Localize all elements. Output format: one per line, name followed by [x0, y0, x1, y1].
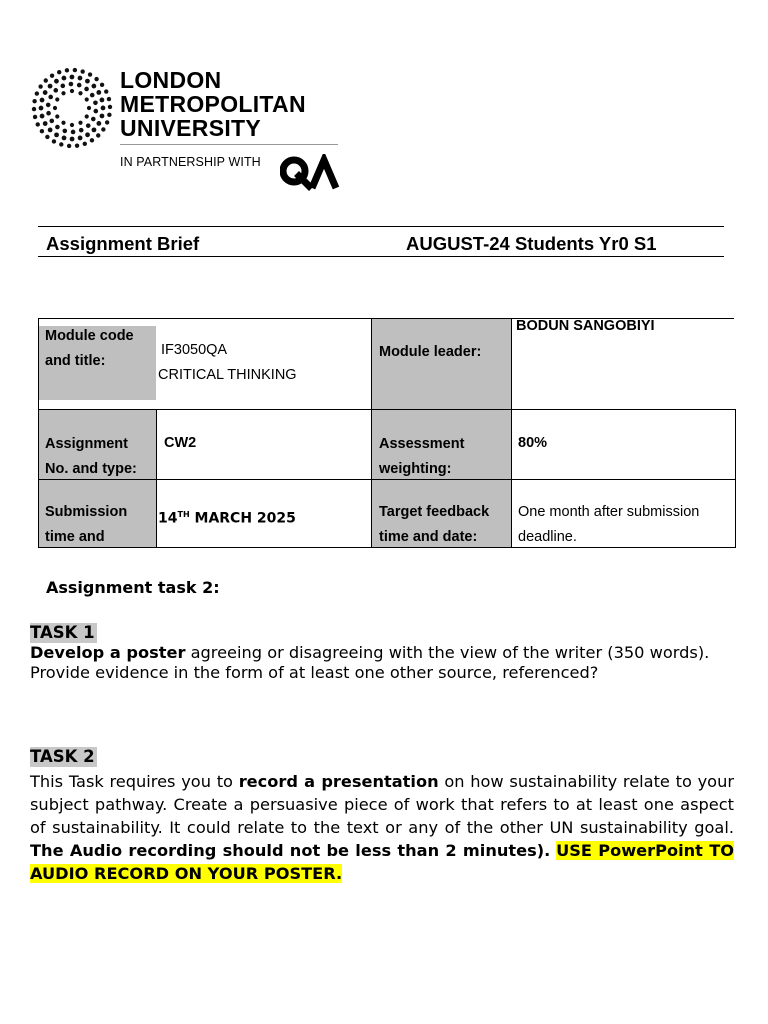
logo-dot — [78, 76, 83, 81]
logo-divider — [120, 144, 338, 145]
partner-text: IN PARTNERSHIP WITH — [120, 155, 261, 169]
logo-dot — [55, 125, 60, 130]
task-1-text: agreeing or disagreeing with the view of the writer (350 words). Provide evidence in the form of at least one other source, referenced? — [30, 643, 710, 682]
logo-dot — [40, 129, 44, 133]
logo-dot — [90, 138, 94, 142]
logo-dot — [55, 97, 59, 101]
assignment-label: Assignment No. and type: — [45, 436, 137, 477]
leader-value: BODUN SANGOBIYI — [516, 318, 655, 334]
submission-day: 14 — [158, 510, 178, 527]
logo-dot — [48, 95, 53, 100]
logo-dot — [61, 91, 65, 95]
logo-dot — [70, 89, 74, 93]
logo-dot — [40, 98, 45, 103]
table-line — [38, 409, 736, 410]
module-title: CRITICAL THINKING — [158, 367, 297, 383]
logo-dot — [84, 87, 89, 92]
logo-line-2: METROPOLITAN — [120, 91, 306, 117]
logo-dot — [90, 93, 95, 98]
logo-dot — [40, 114, 45, 119]
brief-bottom-rule — [38, 256, 724, 257]
logo-dot — [62, 76, 67, 81]
logo-dot — [65, 68, 69, 72]
logo-dot — [79, 128, 84, 133]
logo-dot — [54, 132, 59, 137]
brief-cohort: AUGUST-24 Students Yr0 S1 — [406, 233, 657, 254]
table-line — [735, 409, 736, 548]
logo-dot — [57, 70, 61, 74]
logo-dot — [78, 136, 83, 141]
logo-dot — [70, 123, 74, 127]
module-label: Module code and title: — [45, 328, 134, 369]
logo-dot — [96, 121, 101, 126]
logo-dot — [105, 120, 109, 124]
brief-title: Assignment Brief — [46, 233, 200, 254]
logo-dot — [85, 132, 90, 137]
table-line — [371, 318, 372, 548]
table-line — [38, 318, 39, 548]
logo-dot — [92, 127, 97, 132]
logo-dot — [91, 117, 96, 122]
brief-top-rule — [38, 226, 724, 227]
submission-label: Submission time and — [45, 504, 128, 545]
task-1-body — [30, 643, 734, 683]
task-2-text-a: This Task requires you to — [30, 772, 239, 791]
logo-dot — [85, 79, 90, 84]
logo-dot — [69, 82, 74, 87]
submission-month-year: MARCH 2025 — [189, 510, 296, 527]
logo-dot — [61, 121, 65, 125]
weighting-value: 80% — [518, 435, 548, 451]
logo-dot — [86, 123, 91, 128]
logo-dot — [70, 75, 75, 80]
table-line — [38, 547, 736, 548]
logo-dot — [32, 99, 36, 103]
logo-dot — [80, 69, 84, 73]
logo-dot — [96, 133, 100, 137]
qa-logo-icon — [280, 154, 340, 194]
task-1-bold-lead: Develop a poster — [30, 643, 186, 662]
task-2-bold-a: record a presentation — [238, 772, 439, 791]
logo-dot — [44, 78, 48, 82]
task-2-body — [30, 770, 734, 885]
logo-dot — [50, 73, 54, 77]
feedback-label: Target feedback time and date: — [379, 504, 490, 545]
logo-dot — [63, 129, 68, 134]
logo-dot — [62, 136, 67, 141]
logo-dot — [94, 77, 98, 81]
logo-dot — [53, 88, 58, 93]
feedback-value: One month after submission deadline. — [518, 504, 700, 545]
task-2-text-b: on how sustainability relate to your subject pathway. Create a persuasive piece of work that refers to at least one aspect of sustainability. It could relate to the text or any of the other UN sustainability goal. — [30, 772, 734, 837]
logo-dot — [38, 84, 42, 88]
university-logo — [30, 64, 340, 196]
logo-dot — [78, 121, 82, 125]
assignment-value: CW2 — [164, 435, 197, 451]
logo-dot — [100, 114, 105, 119]
logo-dot — [49, 119, 54, 124]
logo-dot — [43, 121, 48, 126]
logo-dot — [100, 83, 104, 87]
table-line — [511, 318, 512, 548]
logo-dot — [78, 91, 82, 95]
module-value — [158, 338, 368, 398]
submission-value — [158, 502, 368, 530]
logo-dot — [35, 91, 39, 95]
logo-dot — [75, 143, 79, 147]
logo-dot — [32, 107, 36, 111]
logo-dot — [88, 72, 92, 76]
logo-dot — [71, 130, 76, 135]
task-2-bold-b: The Audio recording should not be less than 2 minutes). — [30, 841, 551, 860]
logo-dot — [101, 127, 105, 131]
logo-dot — [55, 114, 59, 118]
logo-dot — [52, 139, 56, 143]
logo-dot — [101, 106, 106, 111]
logo-dot — [73, 68, 77, 72]
logo-dot — [36, 122, 40, 126]
logo-dot — [87, 106, 91, 110]
logo-dot — [46, 111, 51, 116]
logo-dot — [107, 97, 111, 101]
logo-dot — [59, 142, 63, 146]
logo-dot — [54, 79, 59, 84]
table-line — [156, 409, 157, 548]
submission-day-suffix: TH — [177, 510, 190, 519]
dotted-circle-logo-icon — [30, 66, 114, 150]
logo-line-1: LONDON — [120, 67, 222, 93]
logo-dot — [53, 106, 57, 110]
logo-dot — [48, 128, 53, 133]
task-2-heading: TASK 2 — [30, 747, 95, 766]
logo-dot — [93, 100, 98, 105]
logo-line-3: UNIVERSITY — [120, 115, 262, 141]
logo-dot — [61, 84, 66, 89]
logo-dot — [100, 98, 105, 103]
logo-dot — [39, 106, 44, 111]
module-info-table — [38, 318, 736, 548]
logo-dot — [108, 105, 112, 109]
logo-dot — [96, 90, 101, 95]
logo-dot — [91, 84, 96, 89]
logo-dot — [104, 89, 108, 93]
logo-dot — [83, 142, 87, 146]
task-2-highlight: USE PowerPoint TO AUDIO RECORD ON YOUR POSTER. — [30, 841, 734, 883]
leader-label: Module leader: — [379, 344, 482, 360]
logo-dot — [67, 144, 71, 148]
logo-dot — [70, 137, 75, 142]
logo-dot — [107, 113, 111, 117]
logo-dot — [48, 84, 53, 89]
logo-dot — [43, 90, 48, 95]
module-code: IF3050QA — [161, 342, 228, 358]
weighting-label: Assessment weighting: — [379, 436, 465, 477]
logo-dot — [85, 97, 89, 101]
logo-dot — [77, 83, 82, 88]
logo-dot — [46, 103, 51, 108]
logo-dot — [85, 114, 89, 118]
task-1-heading: TASK 1 — [30, 623, 95, 642]
logo-dot — [94, 109, 99, 114]
assignment-task-heading: Assignment task 2: — [46, 578, 220, 597]
logo-dot — [45, 135, 49, 139]
logo-dot — [33, 115, 37, 119]
